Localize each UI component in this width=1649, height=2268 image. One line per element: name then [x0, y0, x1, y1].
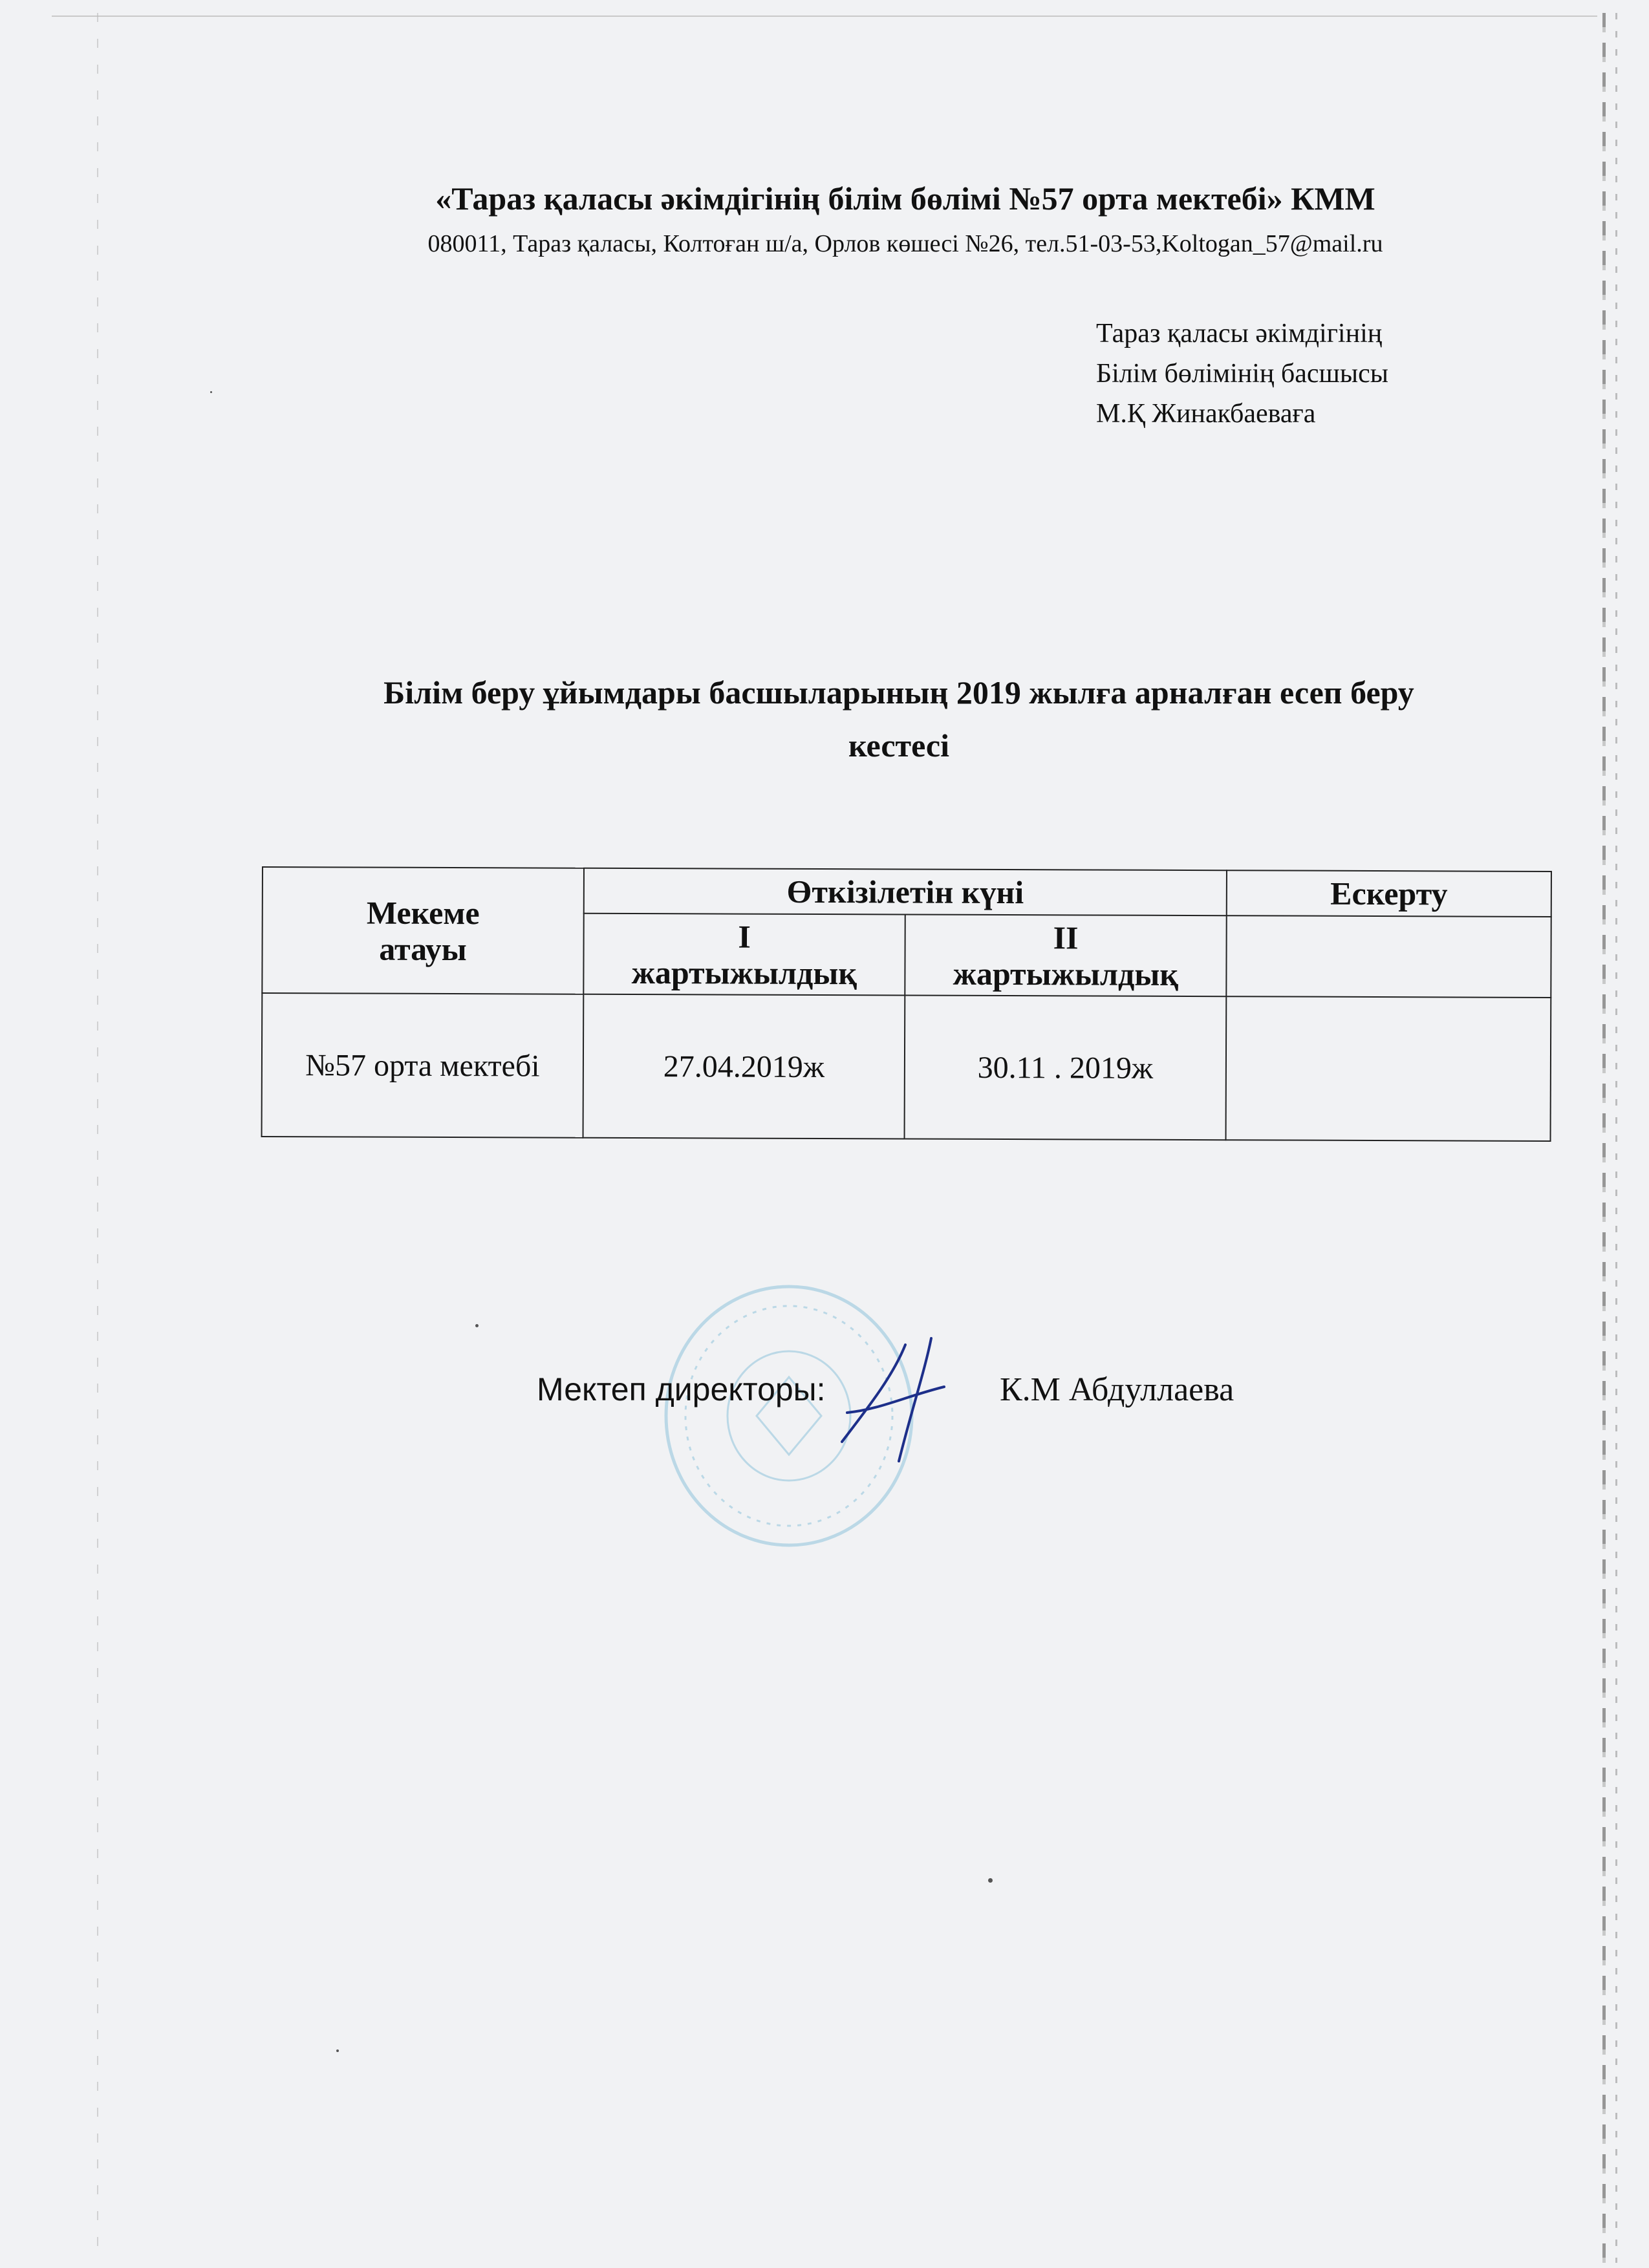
recipient-line: М.Қ Жинакбаеваға [1096, 399, 1316, 429]
recipient-line: Тараз қаласы әкімдігінің [1096, 319, 1383, 348]
recipient-line: Білім бөлімінің басшысы [1096, 359, 1388, 389]
document-title [285, 666, 1513, 772]
scan-speck [475, 1324, 479, 1327]
schedule-table [261, 866, 1552, 1142]
organization-address: 080011, Тараз қаласы, Колтоған ш/а, Орлов көшесі №26, тел.51-03-53,Koltogan_57@mail.ru [427, 230, 1383, 257]
scan-speck [336, 2049, 339, 2052]
recipient-block [1096, 314, 1388, 434]
header-half1-line: жартыжылдық [631, 954, 857, 991]
scan-edge-right-inner [1615, 13, 1617, 2263]
director-name: К.М Абдуллаева [1000, 1371, 1234, 1408]
header-date-group: Өткізілетін күні [584, 868, 1227, 915]
cell-note [1226, 996, 1551, 1141]
cell-half2-date: 30.11 . 2019ж [905, 995, 1227, 1140]
scan-edge-top [52, 16, 1597, 17]
director-label: Мектеп директоры: [537, 1371, 826, 1407]
header-institution-line: атауы [379, 930, 467, 967]
cell-half1-date: 27.04.2019ж [583, 994, 905, 1139]
header-half2-line: II [1053, 919, 1079, 956]
table-row [262, 993, 1551, 1141]
scan-edge-right [1602, 13, 1606, 2263]
document-title-line: кестесі [848, 727, 949, 764]
director-signature [834, 1332, 964, 1468]
scan-speck [988, 1878, 993, 1883]
header-note-empty [1226, 915, 1551, 998]
header-half2-line: жартыжылдық [953, 955, 1179, 992]
organization-title: «Тараз қаласы әкімдігінің білім бөлімі №57 орта мектебі» КММ [435, 180, 1375, 217]
header-half2 [905, 914, 1226, 996]
header-institution-line: Мекеме [366, 894, 480, 931]
header-half1 [583, 914, 905, 996]
scan-edge-left [97, 13, 98, 2256]
cell-institution: №57 орта мектебі [262, 993, 584, 1138]
scan-speck [210, 391, 212, 393]
header-institution [262, 867, 584, 994]
document-title-line: Білім беру ұйымдары басшыларының 2019 жылға арналған есеп беру [383, 674, 1414, 711]
header-half1-line: I [738, 918, 751, 955]
header-note: Ескерту [1227, 870, 1551, 917]
table-header-row [263, 867, 1551, 917]
